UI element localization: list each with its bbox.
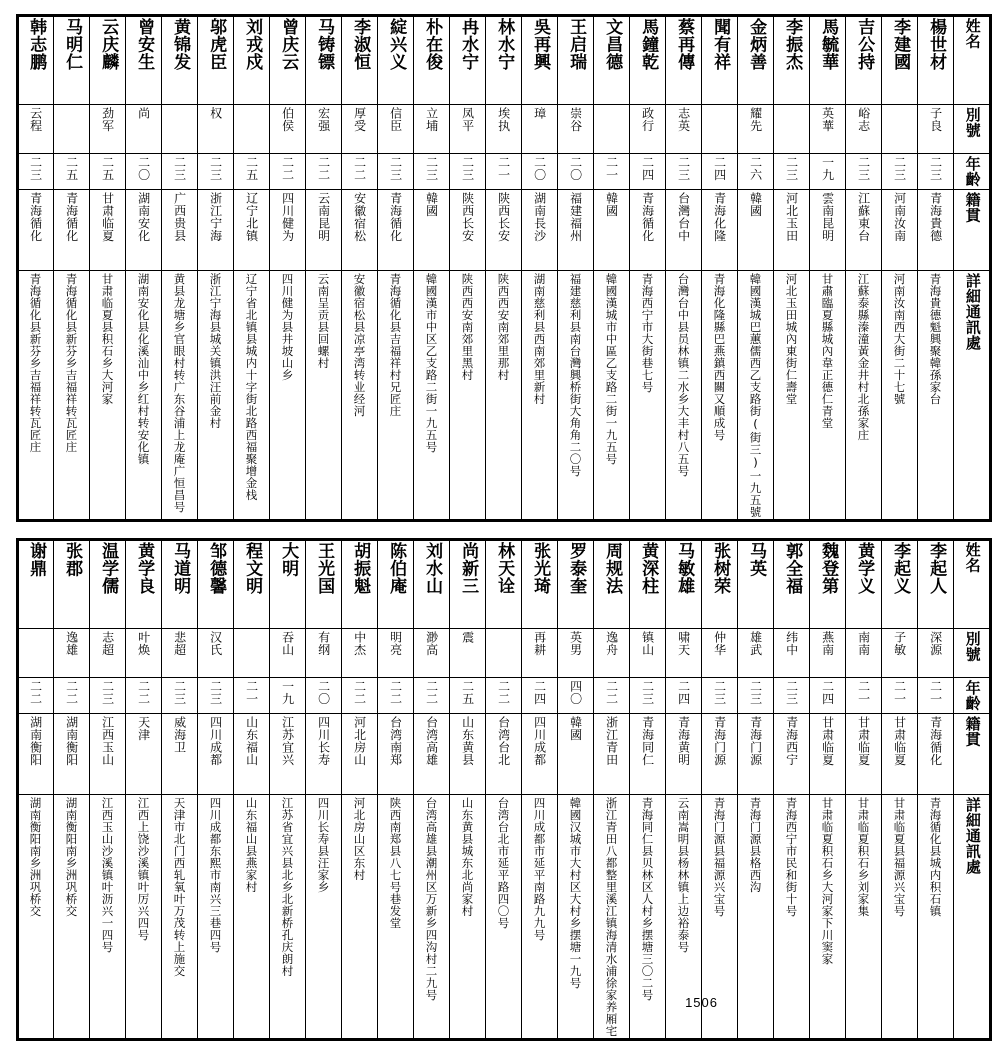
cell-age: 二〇 bbox=[558, 154, 594, 190]
row-header-address: 詳細通訊處 bbox=[954, 795, 992, 1041]
cell-alias: 政行 bbox=[630, 105, 666, 154]
cell-native-place: 安徽宿松 bbox=[342, 190, 378, 271]
cell-name: 蔡再傳 bbox=[666, 15, 702, 105]
cell-name: 楊世材 bbox=[918, 15, 954, 105]
cell-alias: 有纲 bbox=[306, 629, 342, 678]
cell-name: 朴在俊 bbox=[414, 15, 450, 105]
cell-address: 河南汝南西大街二十七號 bbox=[882, 271, 918, 522]
cell-alias: 再耕 bbox=[522, 629, 558, 678]
row-header-age: 年齡 bbox=[954, 678, 992, 714]
cell-name: 张郡 bbox=[54, 539, 90, 629]
cell-address: 天津市北门西轧氧叶万茂转上施交 bbox=[162, 795, 198, 1041]
cell-native-place: 青海门源 bbox=[702, 714, 738, 795]
cell-alias: 子敏 bbox=[882, 629, 918, 678]
cell-alias: 信臣 bbox=[378, 105, 414, 154]
cell-address: 湖南衡阳南乡洲巩桥交 bbox=[54, 795, 90, 1041]
cell-age: 二三 bbox=[450, 154, 486, 190]
cell-name: 金炳善 bbox=[738, 15, 774, 105]
cell-age: 二二 bbox=[486, 678, 522, 714]
cell-age: 一九 bbox=[270, 678, 306, 714]
register-table-bottom bbox=[16, 538, 992, 1041]
cell-age: 二三 bbox=[846, 154, 882, 190]
cell-address: 陕西南郑县八七号巷发堂 bbox=[378, 795, 414, 1041]
cell-name: 李起义 bbox=[882, 539, 918, 629]
cell-address: 四川成都东熙市南兴三巷四号 bbox=[198, 795, 234, 1041]
cell-alias: 逸雄 bbox=[54, 629, 90, 678]
cell-name: 黄锦发 bbox=[162, 15, 198, 105]
cell-alias: 凤平 bbox=[450, 105, 486, 154]
cell-alias: 燕南 bbox=[810, 629, 846, 678]
cell-native-place: 浙江青田 bbox=[594, 714, 630, 795]
cell-native-place: 河北玉田 bbox=[774, 190, 810, 271]
cell-address: 青海门源县福源兴宝号 bbox=[702, 795, 738, 1041]
row-header-address: 詳細通訊處 bbox=[954, 271, 992, 522]
cell-alias bbox=[882, 105, 918, 154]
cell-native-place: 湖南衡阳 bbox=[17, 714, 54, 795]
cell-name: 马明仁 bbox=[54, 15, 90, 105]
cell-name: 王启瑞 bbox=[558, 15, 594, 105]
cell-address: 陕西西安南郊里黑村 bbox=[450, 271, 486, 522]
cell-native-place: 甘肃临夏 bbox=[882, 714, 918, 795]
cell-age: 二三 bbox=[882, 154, 918, 190]
cell-address: 安徽宿松县凉亭湾转业经河 bbox=[342, 271, 378, 522]
register-table-top bbox=[16, 14, 992, 522]
row-header-age: 年齡 bbox=[954, 154, 992, 190]
cell-age: 二一 bbox=[594, 154, 630, 190]
cell-native-place: 威海卫 bbox=[162, 714, 198, 795]
cell-age: 二二 bbox=[17, 678, 54, 714]
cell-alias: 伯侯 bbox=[270, 105, 306, 154]
cell-age: 二三 bbox=[702, 678, 738, 714]
row-header-name: 姓名 bbox=[954, 539, 992, 629]
cell-alias: 中杰 bbox=[342, 629, 378, 678]
row-header-alias: 別號 bbox=[954, 629, 992, 678]
cell-name: 云庆麟 bbox=[90, 15, 126, 105]
cell-name: 林水宁 bbox=[486, 15, 522, 105]
cell-native-place: 山东福山 bbox=[234, 714, 270, 795]
cell-address: 青海门源县格西沟 bbox=[738, 795, 774, 1041]
cell-native-place: 湖南衡阳 bbox=[54, 714, 90, 795]
cell-alias: 宏强 bbox=[306, 105, 342, 154]
cell-age: 二四 bbox=[666, 678, 702, 714]
cell-alias: 英男 bbox=[558, 629, 594, 678]
cell-address: 浙江宁海县城关镇洪汪前金村 bbox=[198, 271, 234, 522]
cell-name: 王光国 bbox=[306, 539, 342, 629]
cell-name: 程文明 bbox=[234, 539, 270, 629]
cell-alias: 啸天 bbox=[666, 629, 702, 678]
cell-alias bbox=[234, 105, 270, 154]
cell-address: 河北房山区东村 bbox=[342, 795, 378, 1041]
cell-alias: 仲华 bbox=[702, 629, 738, 678]
cell-address: 河北玉田城內東街仁壽堂 bbox=[774, 271, 810, 522]
cell-address: 甘肃临夏积石乡大河家下川窦家 bbox=[810, 795, 846, 1041]
cell-name: 温学儒 bbox=[90, 539, 126, 629]
cell-address: 湖南慈利县西南郊里新村 bbox=[522, 271, 558, 522]
cell-native-place: 青海门源 bbox=[738, 714, 774, 795]
cell-name: 韩志鹏 bbox=[17, 15, 54, 105]
cell-address: 山东福山县燕家村 bbox=[234, 795, 270, 1041]
cell-age: 二二 bbox=[126, 678, 162, 714]
cell-age: 二〇 bbox=[306, 678, 342, 714]
cell-alias: 劲军 bbox=[90, 105, 126, 154]
page-number: 1506 bbox=[685, 995, 718, 1010]
cell-native-place: 江西玉山 bbox=[90, 714, 126, 795]
cell-address: 台灣台中县员林镇二水乡大丰村八五号 bbox=[666, 271, 702, 522]
cell-age: 二四 bbox=[810, 678, 846, 714]
cell-age: 二二 bbox=[594, 678, 630, 714]
cell-address: 台湾高雄县潮州区万新乡四沟村二九号 bbox=[414, 795, 450, 1041]
cell-address: 浙江青田八都整里溪江镇海清水浦徐家养厢宅 bbox=[594, 795, 630, 1041]
cell-address: 云南呈贡县回螺村 bbox=[306, 271, 342, 522]
cell-native-place: 韓國 bbox=[414, 190, 450, 271]
cell-address: 青海貴德魁興聚韓孫家台 bbox=[918, 271, 954, 522]
table-row-name bbox=[17, 539, 991, 629]
cell-alias bbox=[54, 105, 90, 154]
cell-alias: 悲超 bbox=[162, 629, 198, 678]
cell-native-place: 云南昆明 bbox=[306, 190, 342, 271]
cell-native-place: 青海循化 bbox=[17, 190, 54, 271]
cell-alias: 英華 bbox=[810, 105, 846, 154]
cell-name: 綻兴义 bbox=[378, 15, 414, 105]
cell-native-place: 青海循化 bbox=[378, 190, 414, 271]
cell-native-place: 青海貴德 bbox=[918, 190, 954, 271]
cell-age: 二一 bbox=[234, 678, 270, 714]
cell-address: 陕西西安南郊里那村 bbox=[486, 271, 522, 522]
row-header-alias: 別號 bbox=[954, 105, 992, 154]
cell-native-place: 山东黄县 bbox=[450, 714, 486, 795]
cell-address: 甘肅臨夏縣城內韋正德仁青堂 bbox=[810, 271, 846, 522]
cell-name: 陈伯庵 bbox=[378, 539, 414, 629]
cell-age: 二三 bbox=[378, 154, 414, 190]
cell-age: 二三 bbox=[774, 678, 810, 714]
cell-name: 罗泰奎 bbox=[558, 539, 594, 629]
cell-name: 吳再興 bbox=[522, 15, 558, 105]
cell-native-place: 陕西长安 bbox=[486, 190, 522, 271]
cell-alias: 云程 bbox=[17, 105, 54, 154]
cell-name: 张树荣 bbox=[702, 539, 738, 629]
cell-native-place: 台湾台北 bbox=[486, 714, 522, 795]
cell-address: 青海循化县新芬乡吉福祥转瓦匠庄 bbox=[54, 271, 90, 522]
table-row-alias bbox=[17, 105, 991, 154]
cell-native-place: 台湾南郑 bbox=[378, 714, 414, 795]
cell-age: 二五 bbox=[234, 154, 270, 190]
cell-native-place: 青海同仁 bbox=[630, 714, 666, 795]
cell-name: 马铸镖 bbox=[306, 15, 342, 105]
cell-alias: 渺高 bbox=[414, 629, 450, 678]
cell-address: 辽宁省北镇县城内十字街北路西福聚增金栈 bbox=[234, 271, 270, 522]
cell-alias: 崇谷 bbox=[558, 105, 594, 154]
table-row-address bbox=[17, 795, 991, 1041]
cell-address: 韓國漢市中区乙支路二街一九五号 bbox=[414, 271, 450, 522]
cell-name: 张光琦 bbox=[522, 539, 558, 629]
cell-name: 大明 bbox=[270, 539, 306, 629]
cell-native-place: 江苏宜兴 bbox=[270, 714, 306, 795]
cell-alias: 尚 bbox=[126, 105, 162, 154]
cell-alias: 南南 bbox=[846, 629, 882, 678]
cell-native-place: 广西贵县 bbox=[162, 190, 198, 271]
cell-alias bbox=[594, 105, 630, 154]
cell-native-place: 青海循化 bbox=[54, 190, 90, 271]
cell-name: 黄深柱 bbox=[630, 539, 666, 629]
cell-address: 山东黄县城东北尚家村 bbox=[450, 795, 486, 1041]
cell-age: 二二 bbox=[378, 678, 414, 714]
cell-name: 李起人 bbox=[918, 539, 954, 629]
cell-age: 二〇 bbox=[522, 154, 558, 190]
cell-native-place: 天津 bbox=[126, 714, 162, 795]
cell-native-place: 四川成都 bbox=[198, 714, 234, 795]
cell-alias bbox=[486, 629, 522, 678]
cell-address: 黄县龙塘乡官眼村转广东谷浦上龙庵广恒昌号 bbox=[162, 271, 198, 522]
cell-native-place: 江蘇東台 bbox=[846, 190, 882, 271]
cell-address: 江苏省宜兴县北乡北新桥孔庆朗村 bbox=[270, 795, 306, 1041]
cell-alias: 子良 bbox=[918, 105, 954, 154]
cell-age: 二三 bbox=[666, 154, 702, 190]
cell-alias: 震 bbox=[450, 629, 486, 678]
cell-address: 青海循化县城内积石镇 bbox=[918, 795, 954, 1041]
cell-native-place: 四川长寿 bbox=[306, 714, 342, 795]
cell-address: 江蘇泰縣溱潼黃金井村北孫家庄 bbox=[846, 271, 882, 522]
cell-alias: 雄武 bbox=[738, 629, 774, 678]
cell-address: 福建慈利县南台灣興桥街大角角二〇号 bbox=[558, 271, 594, 522]
cell-name: 李淑恒 bbox=[342, 15, 378, 105]
cell-age: 二二 bbox=[342, 154, 378, 190]
cell-age: 二三 bbox=[738, 678, 774, 714]
table-row-alias bbox=[17, 629, 991, 678]
cell-native-place: 辽宁北镇 bbox=[234, 190, 270, 271]
cell-age: 二三 bbox=[17, 154, 54, 190]
cell-address: 青海同仁县贝林区人村乡摆塘三〇二号 bbox=[630, 795, 666, 1041]
cell-address: 四川健为县井坡山乡 bbox=[270, 271, 306, 522]
cell-age: 二〇 bbox=[126, 154, 162, 190]
cell-native-place: 四川健为 bbox=[270, 190, 306, 271]
row-header-name: 姓名 bbox=[954, 15, 992, 105]
cell-age: 二一 bbox=[846, 678, 882, 714]
cell-name: 刘戎戍 bbox=[234, 15, 270, 105]
cell-age: 二二 bbox=[414, 678, 450, 714]
cell-age: 二三 bbox=[90, 678, 126, 714]
cell-alias bbox=[702, 105, 738, 154]
cell-address: 甘肃临夏县积石乡大河家 bbox=[90, 271, 126, 522]
cell-age: 一九 bbox=[810, 154, 846, 190]
cell-age: 二一 bbox=[918, 678, 954, 714]
cell-age: 二三 bbox=[162, 154, 198, 190]
cell-address: 湖南安化县化溪汕中乡红村转安化镇 bbox=[126, 271, 162, 522]
cell-address: 韓國漢城巴蕙儒西乙支路街(街三)一九五號 bbox=[738, 271, 774, 522]
cell-alias: 志超 bbox=[90, 629, 126, 678]
cell-native-place: 四川成都 bbox=[522, 714, 558, 795]
cell-age: 二二 bbox=[306, 154, 342, 190]
cell-name: 林天诠 bbox=[486, 539, 522, 629]
cell-age: 二三 bbox=[918, 154, 954, 190]
cell-age: 二二 bbox=[342, 678, 378, 714]
cell-address: 韓國汉城市大村区大村乡摆塘一九号 bbox=[558, 795, 594, 1041]
row-header-native-place: 籍貫 bbox=[954, 190, 992, 271]
cell-alias bbox=[774, 105, 810, 154]
cell-age: 二三 bbox=[162, 678, 198, 714]
cell-native-place: 陕西长安 bbox=[450, 190, 486, 271]
cell-address: 四川成都市延平南路九九号 bbox=[522, 795, 558, 1041]
cell-age: 二三 bbox=[414, 154, 450, 190]
cell-age: 二三 bbox=[198, 678, 234, 714]
cell-native-place: 台湾高雄 bbox=[414, 714, 450, 795]
cell-age: 二四 bbox=[630, 154, 666, 190]
cell-alias: 镇山 bbox=[630, 629, 666, 678]
cell-name: 胡振魁 bbox=[342, 539, 378, 629]
cell-name: 黄学义 bbox=[846, 539, 882, 629]
cell-name: 文昌德 bbox=[594, 15, 630, 105]
table-row-native-place bbox=[17, 190, 991, 271]
cell-native-place: 青海西宁 bbox=[774, 714, 810, 795]
cell-name: 曾安生 bbox=[126, 15, 162, 105]
cell-name: 聞有祥 bbox=[702, 15, 738, 105]
cell-native-place: 甘肃临夏 bbox=[846, 714, 882, 795]
cell-alias: 吞山 bbox=[270, 629, 306, 678]
cell-native-place: 韓國 bbox=[594, 190, 630, 271]
cell-name: 马道明 bbox=[162, 539, 198, 629]
cell-alias: 权 bbox=[198, 105, 234, 154]
cell-age: 二一 bbox=[486, 154, 522, 190]
cell-name: 馬毓華 bbox=[810, 15, 846, 105]
cell-name: 馬鐘乾 bbox=[630, 15, 666, 105]
cell-name: 黄学良 bbox=[126, 539, 162, 629]
cell-alias bbox=[162, 105, 198, 154]
cell-native-place: 甘肃临夏 bbox=[90, 190, 126, 271]
cell-name: 马英 bbox=[738, 539, 774, 629]
cell-age: 二五 bbox=[90, 154, 126, 190]
cell-age: 二三 bbox=[198, 154, 234, 190]
cell-alias bbox=[234, 629, 270, 678]
cell-alias: 汉氏 bbox=[198, 629, 234, 678]
cell-address: 青海西宁市大街巷七号 bbox=[630, 271, 666, 522]
cell-address: 江西玉山沙溪镇叶沥兴一四号 bbox=[90, 795, 126, 1041]
cell-address: 江西上饶沙溪镇叶厉兴四号 bbox=[126, 795, 162, 1041]
cell-age: 二四 bbox=[702, 154, 738, 190]
cell-age: 二二 bbox=[54, 678, 90, 714]
cell-native-place: 青海化隆 bbox=[702, 190, 738, 271]
cell-name: 魏登第 bbox=[810, 539, 846, 629]
cell-alias: 立埔 bbox=[414, 105, 450, 154]
table-row-name bbox=[17, 15, 991, 105]
cell-name: 尚新三 bbox=[450, 539, 486, 629]
cell-alias: 志英 bbox=[666, 105, 702, 154]
cell-address: 湖南衡阳南乡洲巩桥交 bbox=[17, 795, 54, 1041]
cell-alias: 厚受 bbox=[342, 105, 378, 154]
cell-age: 二四 bbox=[522, 678, 558, 714]
cell-address: 四川长寿县汪家乡 bbox=[306, 795, 342, 1041]
cell-address: 甘肃临夏县福源兴宝号 bbox=[882, 795, 918, 1041]
cell-alias: 逸舟 bbox=[594, 629, 630, 678]
cell-age: 四〇 bbox=[558, 678, 594, 714]
cell-address: 甘肃临夏积石乡刘家集 bbox=[846, 795, 882, 1041]
cell-name: 吉公持 bbox=[846, 15, 882, 105]
cell-address: 青海循化县吉福祥村兄匠庄 bbox=[378, 271, 414, 522]
cell-age: 二二 bbox=[270, 154, 306, 190]
cell-native-place: 青海循化 bbox=[918, 714, 954, 795]
table-separator bbox=[16, 522, 724, 538]
cell-native-place: 湖南安化 bbox=[126, 190, 162, 271]
table-row-address bbox=[17, 271, 991, 522]
cell-address: 台湾台北市延平路四〇号 bbox=[486, 795, 522, 1041]
cell-name: 邬虎臣 bbox=[198, 15, 234, 105]
cell-address: 青海化隆縣巴燕鎮西關又順成号 bbox=[702, 271, 738, 522]
cell-alias: 明亮 bbox=[378, 629, 414, 678]
cell-age: 二五 bbox=[450, 678, 486, 714]
cell-name: 冉水宁 bbox=[450, 15, 486, 105]
cell-age: 二五 bbox=[54, 154, 90, 190]
cell-alias: 埃执 bbox=[486, 105, 522, 154]
cell-native-place: 雲南昆明 bbox=[810, 190, 846, 271]
cell-address: 云南嵩明县杨林镇上边裕泰号 bbox=[666, 795, 702, 1041]
cell-native-place: 韓國 bbox=[558, 714, 594, 795]
cell-name: 李建國 bbox=[882, 15, 918, 105]
cell-address: 韓國漢城市中區乙支路二街一九五号 bbox=[594, 271, 630, 522]
cell-native-place: 青海循化 bbox=[630, 190, 666, 271]
cell-alias: 耀先 bbox=[738, 105, 774, 154]
cell-name: 刘水山 bbox=[414, 539, 450, 629]
cell-native-place: 浙江宁海 bbox=[198, 190, 234, 271]
cell-alias: 深源 bbox=[918, 629, 954, 678]
cell-name: 邹德馨 bbox=[198, 539, 234, 629]
cell-name: 李振杰 bbox=[774, 15, 810, 105]
table-row-native-place bbox=[17, 714, 991, 795]
cell-name: 周规法 bbox=[594, 539, 630, 629]
cell-alias: 璋 bbox=[522, 105, 558, 154]
cell-native-place: 青海黄明 bbox=[666, 714, 702, 795]
cell-address: 青海循化县新芬乡吉福祥转瓦匠庄 bbox=[17, 271, 54, 522]
cell-name: 曾庆云 bbox=[270, 15, 306, 105]
cell-native-place: 台灣台中 bbox=[666, 190, 702, 271]
cell-age: 二三 bbox=[630, 678, 666, 714]
cell-age: 二一 bbox=[882, 678, 918, 714]
cell-age: 二三 bbox=[774, 154, 810, 190]
cell-native-place: 福建福州 bbox=[558, 190, 594, 271]
cell-age: 二六 bbox=[738, 154, 774, 190]
cell-name: 马敏雄 bbox=[666, 539, 702, 629]
cell-address: 青海西宁市民和街十号 bbox=[774, 795, 810, 1041]
cell-alias: 峪志 bbox=[846, 105, 882, 154]
row-header-native-place: 籍貫 bbox=[954, 714, 992, 795]
cell-native-place: 河南汝南 bbox=[882, 190, 918, 271]
cell-alias: 纬中 bbox=[774, 629, 810, 678]
cell-native-place: 湖南長沙 bbox=[522, 190, 558, 271]
table-row-age bbox=[17, 678, 991, 714]
cell-alias: 叶焕 bbox=[126, 629, 162, 678]
cell-name: 郭全福 bbox=[774, 539, 810, 629]
table-row-age bbox=[17, 154, 991, 190]
cell-native-place: 甘肃临夏 bbox=[810, 714, 846, 795]
cell-native-place: 河北房山 bbox=[342, 714, 378, 795]
cell-alias bbox=[17, 629, 54, 678]
cell-name: 谢鼎 bbox=[17, 539, 54, 629]
cell-native-place: 韓國 bbox=[738, 190, 774, 271]
